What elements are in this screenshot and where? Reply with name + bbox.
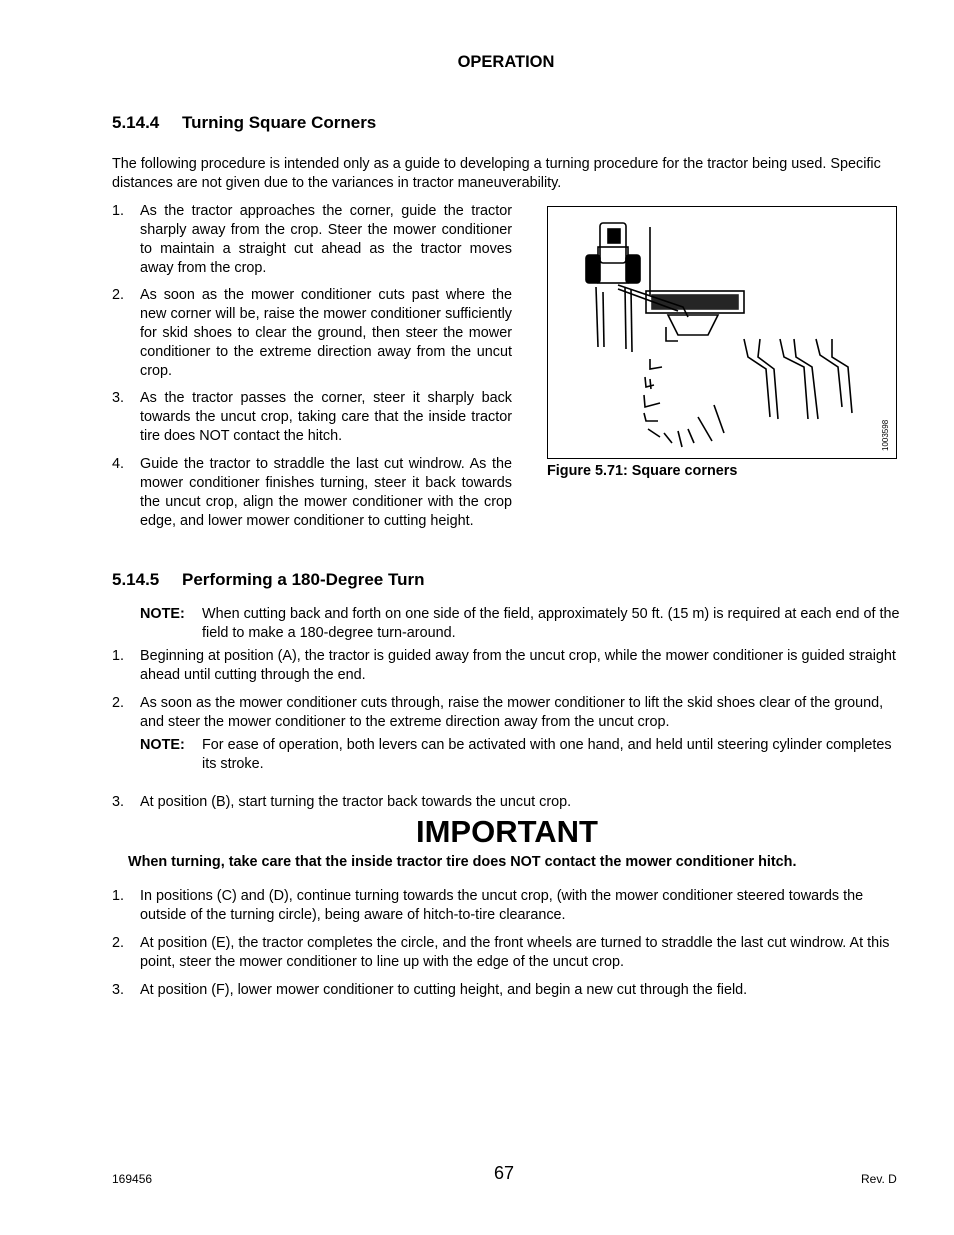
section-heading-turning-square-corners (112, 113, 376, 132)
list-item (112, 793, 902, 813)
swath-curve (816, 339, 842, 407)
list-text: As the tractor approaches the corner, guide the tractor sharply away from the crop. Steer the mower conditioner to maintain a straight cut ahead as the tractor moves away from the crop. (140, 203, 512, 276)
windrow-line (631, 289, 632, 352)
page-section-header: OPERATION (457, 53, 555, 71)
section-title: Turning Square Corners (182, 113, 377, 132)
list-item (112, 455, 512, 555)
list-number: 1. (112, 648, 125, 664)
turn-mark (644, 413, 658, 421)
list-text: At position (B), start turning the tractor back towards the uncut crop. (140, 794, 572, 810)
list-item (112, 981, 902, 1001)
list-number: 3. (112, 982, 125, 998)
swath-curve (758, 339, 778, 419)
turn-mark (666, 327, 678, 341)
turn-mark (698, 417, 712, 441)
list-text: In positions (C) and (D), continue turning towards the uncut crop, (with the mower conditioner steered towards the outside of the turning circle), being aware of hitch-to-tire clearance. (140, 888, 864, 923)
swath-curve (744, 339, 770, 417)
turn-mark (664, 433, 672, 443)
list-text: At position (E), the tractor completes the circle, and the front wheels are turned to straddle the last cut windrow. At this point, steer the mower conditioner to line up with the edge of the uncut crop. (140, 935, 890, 970)
turn-mark (678, 431, 682, 447)
important-heading: IMPORTANT (416, 814, 598, 849)
figure-id: 1003598 (881, 419, 890, 451)
swath-curve (794, 339, 818, 419)
swath-curve (780, 339, 808, 419)
list-item (112, 694, 902, 734)
intro-paragraph: The following procedure is intended only as a guide to developing a turning procedure for the tractor being used. Specific distances are not given due to the variances in tractor maneuverability. (112, 156, 881, 191)
list-number: 2. (112, 695, 125, 711)
list-text: Guide the tractor to straddle the last cut windrow. As the mower conditioner finishes turning, steer it back towards the uncut crop, align the mower conditioner with the crop edge, and lower mower conditioner to cutting height. (140, 456, 512, 529)
section-number: 5.14.5 (112, 570, 160, 589)
list-number: 3. (112, 390, 125, 406)
turn-mark (650, 379, 651, 389)
section-number: 5.14.4 (112, 113, 160, 132)
note (140, 736, 902, 776)
windrow-line (596, 287, 598, 347)
mower-conditioner-reel (652, 295, 738, 309)
list-number: 4. (112, 456, 125, 472)
list-number: 2. (112, 287, 125, 303)
list-item (112, 887, 902, 927)
windrow-line (625, 287, 626, 349)
mower-conditioner-hood (668, 315, 718, 335)
figure-caption: Figure 5.71: Square corners (547, 463, 738, 479)
list-number: 1. (112, 203, 125, 219)
page-number: 67 (494, 1163, 515, 1183)
turn-mark (650, 359, 662, 369)
turn-mark (648, 429, 660, 437)
list-item (112, 202, 512, 282)
list-text: At position (F), lower mower conditioner to cutting height, and begin a new cut through the field. (140, 982, 748, 998)
note-label: NOTE: (140, 606, 185, 622)
list-item (112, 647, 902, 687)
tractor-cab (608, 229, 620, 243)
tractor-chassis (598, 247, 628, 283)
important-text: When turning, take care that the inside tractor tire does NOT contact the mower conditioner hitch. (128, 854, 797, 870)
list-item (112, 934, 902, 974)
list-item (112, 286, 512, 386)
square-corners-illustration (548, 207, 898, 460)
note (140, 605, 902, 645)
list-number: 2. (112, 935, 125, 951)
section-heading-180-degree-turn (112, 570, 424, 589)
turn-mark (688, 429, 694, 443)
note-text: When cutting back and forth on one side of the field, approximately 50 ft. (15 m) is required at each end of the field to make a 180-degree turn-around. (202, 606, 900, 641)
list-text: Beginning at position (A), the tractor is guided away from the uncut crop, while the mower conditioner is guided straight ahead until cutting through the end. (140, 648, 896, 683)
turn-mark (644, 395, 660, 407)
turn-mark (714, 405, 724, 433)
section-title: Performing a 180-Degree Turn (182, 570, 425, 589)
list-item (112, 389, 512, 449)
document-number: 169456 (112, 1172, 153, 1186)
list-text: As soon as the mower conditioner cuts past where the new corner will be, raise the mower conditioner sufficiently for skid shoes to clear the ground, then steer the mower conditioner to the extreme direction away from the uncut crop. (140, 287, 512, 379)
list-text: As the tractor passes the corner, steer it sharply back towards the uncut crop, taking care that the inside tractor tire does NOT contact the hitch. (140, 390, 512, 444)
note-label: NOTE: (140, 737, 185, 753)
figure-square-corners (547, 206, 897, 459)
revision-label: Rev. D (861, 1172, 897, 1186)
list-text: As soon as the mower conditioner cuts through, raise the mower conditioner to lift the skid shoes clear of the ground, and steer the mower conditioner to the extreme direction away from the uncut crop. (140, 695, 884, 730)
windrow-line (603, 292, 604, 347)
note-text: For ease of operation, both levers can be activated with one hand, and held until steering cylinder completes its stroke. (202, 737, 892, 772)
list-number: 3. (112, 794, 125, 810)
list-number: 1. (112, 888, 125, 904)
